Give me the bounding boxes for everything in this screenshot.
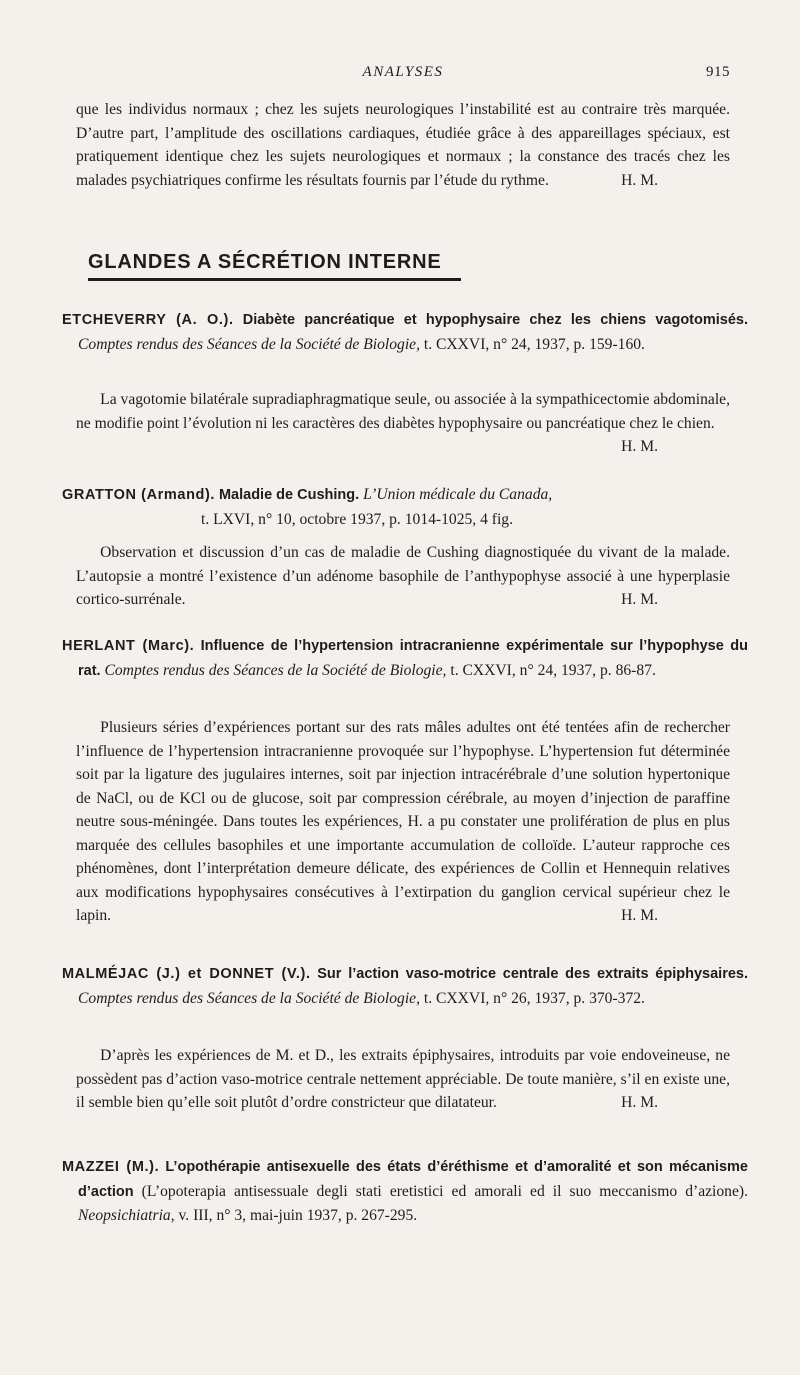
entry-abstract-text: La vagotomie bilatérale supradiaphragmatique seule, ou associée à la sympathicectomie abdominale, ne modifie point l’évolution ni les caractères des diabètes hypophysaire ou pancréatique chez le chien. <box>76 391 730 432</box>
intro-signature: H. M. <box>621 171 658 189</box>
section-underline <box>88 278 461 281</box>
entry-citation: v. III, n° 3, mai-juin 1937, p. 267-295. <box>178 1207 418 1224</box>
entry-title: Influence de l’hypertension intracranienne expérimentale sur l’hypophyse du rat. <box>78 638 748 679</box>
entry-title: L’opothérapie antisexuelle des états d’éréthisme et d’amoralité et son mécanisme d’action <box>78 1159 748 1200</box>
running-title: ANALYSES <box>362 64 444 80</box>
entry-translation: (L’opoterapia antisessuale degli stati eretistici ed amorali ed il suo meccanismo d’azione). <box>141 1182 748 1200</box>
entry-signature: H. M. <box>621 591 658 608</box>
intro-text: que les individus normaux ; chez les sujets neurologiques l’instabilité est au contraire très marquée. D’autre part, l’amplitude des oscillations cardiaques, étudiée grâce à des appareillages spéciaux, est pratiquement identique chez les sujets neurologiques et normaux ; la constance des tracés chez les malades psychiatriques confirme les résultats fournis par l’étude du rythme. <box>76 101 730 189</box>
entry-reference <box>62 308 748 357</box>
entry-abstract-text: Observation et discussion d’un cas de maladie de Cushing diagnostiquée du vivant de la malade. L’autopsie a montré l’existence d’un adénome basophile de l’anthypophyse associé à une hyperplasie cortico-surrénale. <box>76 544 730 608</box>
page-number: 915 <box>706 64 730 80</box>
entry-abstract-text: D’après les expériences de M. et D., les extraits épiphysaires, introduits par voie endoveineuse, ne possèdent pas d’action vaso-motrice centrale nettement appréciable. De toute manière, s’il en existe une, il semble bien qu’elle soit plutôt d’ordre constricteur que dilatateur. <box>76 1047 730 1111</box>
intro-paragraph <box>76 98 730 192</box>
entry-citation: t. CXXVI, n° 26, 1937, p. 370-372. <box>423 989 645 1007</box>
entry-citation: t. CXXVI, n° 24, 1937, p. 159-160. <box>423 335 645 353</box>
entry-journal: Comptes rendus des Séances de la Société de Biologie, <box>78 989 420 1007</box>
entry-journal: Comptes rendus des Séances de la Société de Biologie, <box>78 335 420 353</box>
entry-author: MAZZEI (M.). <box>62 1159 160 1175</box>
entry-signature: H. M. <box>621 1094 658 1111</box>
entry-abstract <box>76 1044 730 1115</box>
entry-title: Sur l’action vaso-motrice centrale des extraits épiphysaires. <box>317 966 748 982</box>
entry-author: GRATTON (Armand). <box>62 487 216 503</box>
entry-abstract <box>76 541 730 612</box>
entry-reference <box>62 962 748 1011</box>
entry-reference <box>62 634 748 683</box>
entry-journal: Neopsichiatria, <box>78 1207 175 1224</box>
section-heading: GLANDES A SÉCRÉTION INTERNE <box>88 251 442 273</box>
entry-signature: H. M. <box>621 438 658 455</box>
entry-journal: L’Union médicale du Canada, <box>363 486 553 503</box>
entry-abstract <box>76 716 730 928</box>
entry-title: Diabète pancréatique et hypophysaire chez les chiens vagotomisés. <box>242 312 749 328</box>
running-header <box>76 64 730 88</box>
entry-title: Maladie de Cushing. <box>218 487 360 503</box>
entry-reference <box>62 483 732 532</box>
entry-journal: Comptes rendus des Séances de la Société de Biologie, <box>104 661 447 679</box>
entry-author: HERLANT (Marc). <box>62 638 195 654</box>
entry-signature: H. M. <box>621 907 658 924</box>
entry-author: ETCHEVERRY (A. O.). <box>62 312 234 328</box>
entry-abstract-text: Plusieurs séries d’expériences portant sur des rats mâles adultes ont été tentées afin de rechercher l’influence de l’hypertension intracranienne provoquée sur l’hypophyse. L’hypertension fut déterminée soit par la ligature des jugulaires internes, soit par injection intracérébrale d’une solution hypertonique de NaCl, ou de KCl ou de glucose, soit par compression cérébrale, au moyen d’injection de paraffine neutre sous-méningée. Dans toutes les expériences, H. a pu constater une prolifération de plus en plus marquée des cellules basophiles et une importante accumulation de colloïde. L’auteur rapproche ces phénomènes, dont l’interprétation demeure délicate, des expériences de Collin et Hennequin relatives aux modifications hypophysaires consécutives à l’extirpation du ganglion cervical supérieur chez le lapin. <box>76 719 730 924</box>
entry-citation: t. CXXVI, n° 24, 1937, p. 86-87. <box>450 661 656 679</box>
entry-citation: t. LXVI, n° 10, octobre 1937, p. 1014-1025, 4 fig. <box>201 510 514 528</box>
entry-abstract <box>76 388 730 459</box>
entry-reference <box>62 1155 748 1229</box>
entry-author: MALMÉJAC (J.) et DONNET (V.). <box>62 966 311 982</box>
